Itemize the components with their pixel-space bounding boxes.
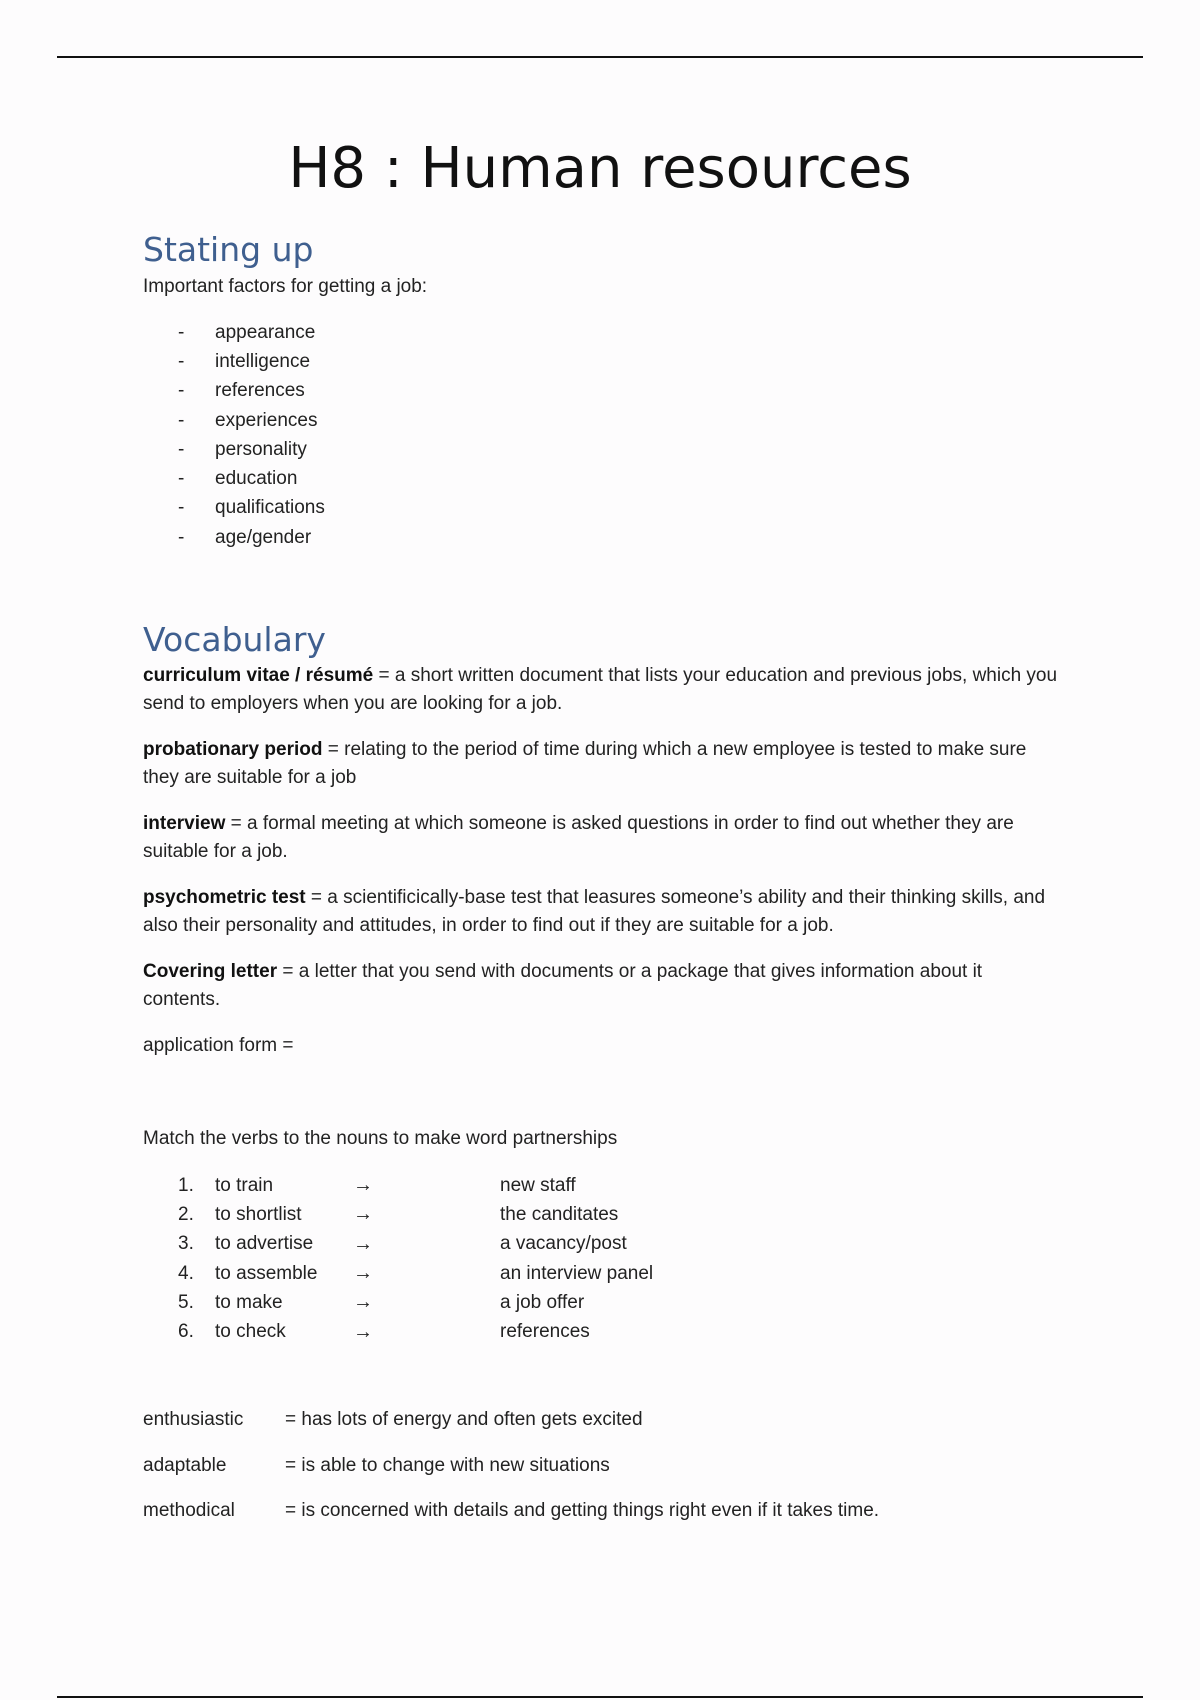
list-item — [178, 1230, 653, 1259]
vocab-entry — [143, 662, 1063, 718]
match-noun: a vacancy/post — [500, 1233, 627, 1255]
list-item — [178, 494, 325, 523]
list-item — [178, 377, 325, 406]
match-verb: to check — [215, 1321, 286, 1343]
adjective-word: methodical — [143, 1500, 235, 1521]
vocab-definition: = a scientificically-base test that leasures someone’s ability and their thinking skills, and also their personality and attitudes, in order to find out if they are suitable for a job. — [143, 887, 1046, 936]
item-number: 3. — [178, 1233, 194, 1255]
item-number: 2. — [178, 1203, 194, 1225]
top-rule — [57, 56, 1143, 58]
adjective-word: adaptable — [143, 1454, 227, 1476]
list-item-text: personality — [215, 438, 307, 460]
arrow-right-icon: → — [353, 1174, 373, 1197]
page-title: H8 : Human resources — [288, 136, 912, 201]
adjective-row — [143, 1455, 879, 1501]
vocab-entry — [143, 958, 1063, 1014]
arrow-right-icon: → — [353, 1203, 373, 1226]
bullet-dash: - — [178, 497, 185, 519]
bottom-rule — [57, 1696, 1143, 1698]
adjective-definition: = is able to change with new situations — [285, 1454, 610, 1476]
list-item-text: references — [215, 380, 305, 402]
bullet-dash: - — [178, 409, 185, 431]
vocab-term: interview — [143, 813, 226, 834]
match-verb: to advertise — [215, 1233, 314, 1255]
adjective-word: enthusiastic — [143, 1409, 244, 1430]
vocab-term: Covering letter — [143, 961, 278, 982]
bullet-dash: - — [178, 526, 185, 548]
bullet-dash: - — [178, 468, 185, 490]
matching-list — [178, 1171, 653, 1347]
match-verb: to train — [215, 1174, 274, 1196]
arrow-right-icon: → — [353, 1232, 373, 1255]
bullet-dash: - — [178, 438, 185, 460]
heading-starting-up: Stating up — [143, 230, 314, 269]
match-noun: the canditates — [500, 1203, 619, 1225]
list-item — [178, 435, 325, 464]
list-item — [178, 1317, 653, 1346]
arrow-right-icon: → — [353, 1291, 373, 1314]
vocab-entry — [143, 810, 1063, 866]
adjective-row — [143, 1409, 879, 1455]
list-item — [178, 406, 325, 435]
match-verb: to shortlist — [215, 1203, 302, 1225]
adjectives-list — [143, 1409, 879, 1546]
list-item-text: intelligence — [215, 350, 311, 372]
adjective-definition: = has lots of energy and often gets excited — [285, 1409, 643, 1430]
match-noun: new staff — [500, 1174, 576, 1196]
list-item — [178, 523, 325, 552]
match-noun: a job offer — [500, 1291, 585, 1313]
bullet-dash: - — [178, 321, 185, 343]
list-item-text: qualifications — [215, 497, 325, 519]
vocab-term: probationary period — [143, 739, 323, 760]
vocab-term: psychometric test — [143, 887, 306, 908]
item-number: 6. — [178, 1321, 194, 1343]
adjective-row — [143, 1500, 879, 1546]
adjective-definition: = is concerned with details and getting things right even if it takes time. — [285, 1500, 880, 1521]
list-item — [178, 1171, 653, 1200]
starting-up-intro: Important factors for getting a job: — [143, 276, 428, 297]
heading-vocabulary: Vocabulary — [143, 620, 326, 659]
vocab-definition: = a short written document that lists your education and previous jobs, which you send to employers when you are looking for a job. — [143, 665, 1058, 714]
list-item — [178, 1288, 653, 1317]
match-noun: references — [500, 1321, 590, 1343]
factors-list — [178, 318, 325, 552]
matching-intro: Match the verbs to the nouns to make word partnerships — [143, 1128, 618, 1149]
vocab-definition: = a formal meeting at which someone is asked questions in order to find out whether they are suitable for a job. — [143, 813, 1014, 862]
item-number: 4. — [178, 1262, 194, 1284]
bullet-dash: - — [178, 380, 185, 402]
list-item — [178, 1259, 653, 1288]
item-number: 1. — [178, 1174, 194, 1196]
arrow-right-icon: → — [353, 1262, 373, 1285]
vocab-definition: = a letter that you send with documents or a package that gives information about it contents. — [143, 961, 983, 1010]
match-verb: to make — [215, 1291, 283, 1313]
vocabulary-list — [143, 662, 1063, 1078]
arrow-right-icon: → — [353, 1320, 373, 1343]
vocab-term: curriculum vitae / résumé — [143, 665, 374, 686]
list-item — [178, 464, 325, 493]
vocab-entry — [143, 884, 1063, 940]
list-item — [178, 347, 325, 376]
match-noun: an interview panel — [500, 1262, 654, 1284]
list-item — [178, 318, 325, 347]
list-item-text: education — [215, 468, 298, 490]
application-form-entry: application form = — [143, 1035, 294, 1056]
vocab-definition: = relating to the period of time during which a new employee is tested to make sure they are suitable for a job — [143, 739, 1027, 788]
list-item-text: appearance — [215, 321, 316, 343]
list-item-text: age/gender — [215, 526, 312, 548]
match-verb: to assemble — [215, 1262, 318, 1284]
vocab-entry — [143, 736, 1063, 792]
bullet-dash: - — [178, 350, 185, 372]
list-item-text: experiences — [215, 409, 318, 431]
list-item — [178, 1200, 653, 1229]
item-number: 5. — [178, 1291, 194, 1313]
